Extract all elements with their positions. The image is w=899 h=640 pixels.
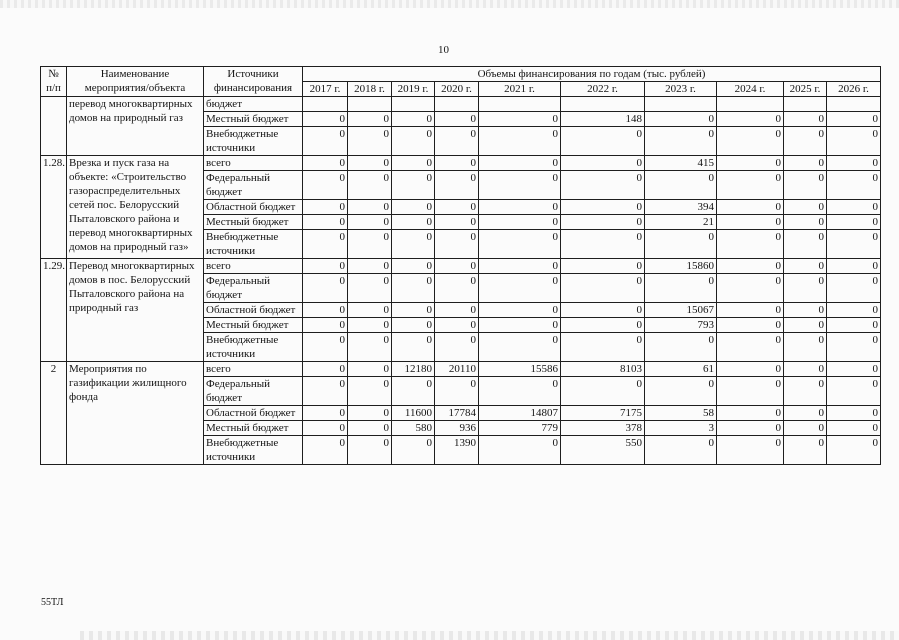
header-year: 2022 г. bbox=[561, 82, 645, 97]
header-year: 2017 г. bbox=[303, 82, 348, 97]
funding-value: 936 bbox=[435, 421, 479, 436]
funding-value: 0 bbox=[784, 333, 827, 362]
funding-value: 0 bbox=[784, 274, 827, 303]
funding-value: 0 bbox=[479, 171, 561, 200]
funding-value bbox=[392, 97, 435, 112]
funding-value: 58 bbox=[645, 406, 717, 421]
header-year: 2018 г. bbox=[348, 82, 392, 97]
funding-source: Местный бюджет bbox=[204, 421, 303, 436]
funding-value: 3 bbox=[645, 421, 717, 436]
funding-value: 0 bbox=[717, 112, 784, 127]
funding-source: Местный бюджет bbox=[204, 112, 303, 127]
funding-value: 0 bbox=[784, 318, 827, 333]
funding-value: 0 bbox=[348, 259, 392, 274]
funding-value: 0 bbox=[479, 318, 561, 333]
funding-value: 0 bbox=[392, 259, 435, 274]
funding-value: 0 bbox=[645, 274, 717, 303]
funding-value: 779 bbox=[479, 421, 561, 436]
funding-value: 0 bbox=[479, 127, 561, 156]
funding-value: 0 bbox=[348, 333, 392, 362]
funding-value bbox=[479, 97, 561, 112]
funding-value: 0 bbox=[561, 274, 645, 303]
funding-source: Внебюджетные источники bbox=[204, 436, 303, 465]
funding-value bbox=[348, 97, 392, 112]
funding-value: 0 bbox=[348, 156, 392, 171]
funding-value: 0 bbox=[827, 127, 881, 156]
funding-value: 20110 bbox=[435, 362, 479, 377]
scan-edge-top bbox=[0, 0, 899, 8]
funding-value: 0 bbox=[717, 274, 784, 303]
funding-value: 0 bbox=[479, 230, 561, 259]
funding-value: 0 bbox=[303, 127, 348, 156]
funding-value: 550 bbox=[561, 436, 645, 465]
funding-value: 0 bbox=[784, 215, 827, 230]
funding-value: 0 bbox=[717, 259, 784, 274]
funding-value: 21 bbox=[645, 215, 717, 230]
funding-value: 0 bbox=[827, 406, 881, 421]
funding-value: 0 bbox=[303, 200, 348, 215]
funding-value: 0 bbox=[392, 215, 435, 230]
funding-table bbox=[40, 66, 881, 465]
funding-source: Местный бюджет bbox=[204, 215, 303, 230]
funding-value: 1390 bbox=[435, 436, 479, 465]
item-number: 1.28. bbox=[41, 156, 67, 259]
funding-value: 0 bbox=[479, 112, 561, 127]
funding-value: 378 bbox=[561, 421, 645, 436]
funding-value: 0 bbox=[784, 171, 827, 200]
funding-value: 0 bbox=[561, 171, 645, 200]
funding-value: 12180 bbox=[392, 362, 435, 377]
funding-value: 0 bbox=[717, 200, 784, 215]
funding-value: 0 bbox=[479, 259, 561, 274]
funding-value: 0 bbox=[717, 156, 784, 171]
funding-value: 0 bbox=[561, 318, 645, 333]
funding-value: 0 bbox=[479, 303, 561, 318]
funding-value: 0 bbox=[435, 333, 479, 362]
scan-edge-bottom bbox=[80, 631, 899, 640]
funding-value: 0 bbox=[717, 215, 784, 230]
funding-value: 0 bbox=[348, 230, 392, 259]
funding-value: 0 bbox=[303, 230, 348, 259]
table-row bbox=[41, 156, 881, 171]
funding-value: 0 bbox=[435, 171, 479, 200]
item-number bbox=[41, 97, 67, 156]
funding-value: 0 bbox=[784, 127, 827, 156]
funding-value: 0 bbox=[561, 127, 645, 156]
funding-value: 0 bbox=[784, 377, 827, 406]
funding-value bbox=[561, 97, 645, 112]
funding-value: 0 bbox=[717, 171, 784, 200]
header-name: Наименование мероприятия/объекта bbox=[67, 67, 204, 97]
funding-value bbox=[303, 97, 348, 112]
funding-value: 0 bbox=[561, 333, 645, 362]
funding-source: Внебюджетные источники bbox=[204, 127, 303, 156]
item-number: 2 bbox=[41, 362, 67, 465]
funding-source: Областной бюджет bbox=[204, 200, 303, 215]
funding-value: 0 bbox=[717, 230, 784, 259]
header-year: 2023 г. bbox=[645, 82, 717, 97]
funding-value: 0 bbox=[717, 303, 784, 318]
funding-value: 0 bbox=[645, 377, 717, 406]
funding-value: 0 bbox=[392, 127, 435, 156]
funding-value: 0 bbox=[392, 377, 435, 406]
funding-value: 0 bbox=[348, 215, 392, 230]
item-name: Мероприятия по газификации жилищного фонда bbox=[67, 362, 204, 465]
header-row-1 bbox=[41, 67, 881, 82]
funding-source: Внебюджетные источники bbox=[204, 230, 303, 259]
funding-value: 0 bbox=[348, 303, 392, 318]
funding-value: 0 bbox=[717, 333, 784, 362]
table-body bbox=[41, 97, 881, 465]
funding-value: 0 bbox=[435, 377, 479, 406]
funding-value: 15586 bbox=[479, 362, 561, 377]
funding-value: 0 bbox=[348, 274, 392, 303]
funding-value: 0 bbox=[303, 215, 348, 230]
funding-value: 0 bbox=[392, 436, 435, 465]
funding-value: 0 bbox=[561, 377, 645, 406]
funding-value: 0 bbox=[561, 156, 645, 171]
funding-value: 0 bbox=[435, 303, 479, 318]
header-funding: Объемы финансирования по годам (тыс. рублей) bbox=[303, 67, 881, 82]
header-year: 2026 г. bbox=[827, 82, 881, 97]
funding-value: 0 bbox=[645, 171, 717, 200]
funding-value: 11600 bbox=[392, 406, 435, 421]
funding-value: 0 bbox=[717, 377, 784, 406]
funding-value: 0 bbox=[479, 215, 561, 230]
funding-value: 0 bbox=[645, 333, 717, 362]
funding-value: 0 bbox=[303, 156, 348, 171]
funding-value: 0 bbox=[303, 318, 348, 333]
funding-value: 0 bbox=[827, 421, 881, 436]
funding-value: 0 bbox=[784, 200, 827, 215]
funding-value: 0 bbox=[303, 362, 348, 377]
header-year: 2020 г. bbox=[435, 82, 479, 97]
item-name: Врезка и пуск газа на объекте: «Строительство газораспределительных сетей пос. Белорусский Пыталовского района и перевод многоквартирных домов на природный газ» bbox=[67, 156, 204, 259]
funding-value: 0 bbox=[392, 274, 435, 303]
funding-source: Федеральный бюджет bbox=[204, 171, 303, 200]
funding-value: 0 bbox=[479, 156, 561, 171]
funding-value bbox=[784, 97, 827, 112]
funding-value: 0 bbox=[348, 200, 392, 215]
funding-value: 0 bbox=[348, 112, 392, 127]
funding-value: 0 bbox=[435, 112, 479, 127]
funding-value: 793 bbox=[645, 318, 717, 333]
table-row bbox=[41, 362, 881, 377]
funding-source: всего bbox=[204, 259, 303, 274]
funding-value: 0 bbox=[303, 259, 348, 274]
funding-value: 0 bbox=[561, 303, 645, 318]
funding-value: 0 bbox=[784, 230, 827, 259]
funding-value: 0 bbox=[827, 156, 881, 171]
funding-value: 0 bbox=[717, 406, 784, 421]
funding-value: 0 bbox=[827, 215, 881, 230]
item-name: Перевод многоквартирных домов в пос. Белорусский Пыталовского района на природный газ bbox=[67, 259, 204, 362]
funding-value: 0 bbox=[827, 318, 881, 333]
table-row bbox=[41, 97, 881, 112]
funding-value: 0 bbox=[827, 112, 881, 127]
footer-code: 55ТЛ bbox=[41, 597, 64, 608]
funding-source: Федеральный бюджет bbox=[204, 377, 303, 406]
funding-value: 0 bbox=[392, 333, 435, 362]
funding-value: 0 bbox=[435, 274, 479, 303]
header-number: № п/п bbox=[41, 67, 67, 97]
funding-value: 0 bbox=[827, 274, 881, 303]
funding-value: 0 bbox=[717, 318, 784, 333]
funding-value: 0 bbox=[717, 127, 784, 156]
funding-value: 0 bbox=[827, 362, 881, 377]
funding-value: 0 bbox=[392, 112, 435, 127]
funding-value: 0 bbox=[303, 171, 348, 200]
funding-value bbox=[827, 97, 881, 112]
funding-value: 0 bbox=[717, 436, 784, 465]
funding-value: 0 bbox=[435, 318, 479, 333]
funding-value: 0 bbox=[645, 230, 717, 259]
header-year: 2021 г. bbox=[479, 82, 561, 97]
funding-value: 0 bbox=[784, 156, 827, 171]
funding-value: 0 bbox=[645, 112, 717, 127]
funding-value: 0 bbox=[303, 377, 348, 406]
funding-value: 0 bbox=[303, 406, 348, 421]
funding-value: 0 bbox=[827, 377, 881, 406]
funding-value: 8103 bbox=[561, 362, 645, 377]
funding-value: 0 bbox=[784, 421, 827, 436]
funding-source: Местный бюджет bbox=[204, 318, 303, 333]
funding-value bbox=[645, 97, 717, 112]
funding-value: 0 bbox=[303, 421, 348, 436]
funding-value: 0 bbox=[348, 362, 392, 377]
funding-value: 0 bbox=[392, 303, 435, 318]
funding-value: 7175 bbox=[561, 406, 645, 421]
funding-value: 0 bbox=[479, 377, 561, 406]
funding-value: 15067 bbox=[645, 303, 717, 318]
funding-source: бюджет bbox=[204, 97, 303, 112]
funding-value: 0 bbox=[784, 362, 827, 377]
funding-value: 0 bbox=[303, 333, 348, 362]
funding-value: 0 bbox=[303, 274, 348, 303]
header-year: 2025 г. bbox=[784, 82, 827, 97]
funding-value: 0 bbox=[348, 318, 392, 333]
funding-value: 0 bbox=[348, 377, 392, 406]
funding-value: 0 bbox=[827, 200, 881, 215]
funding-value: 0 bbox=[561, 230, 645, 259]
funding-value: 0 bbox=[479, 333, 561, 362]
funding-value: 0 bbox=[392, 171, 435, 200]
funding-value: 0 bbox=[827, 259, 881, 274]
funding-value: 0 bbox=[717, 362, 784, 377]
funding-value: 0 bbox=[435, 230, 479, 259]
funding-source: Федеральный бюджет bbox=[204, 274, 303, 303]
funding-value: 0 bbox=[479, 274, 561, 303]
funding-value: 0 bbox=[784, 303, 827, 318]
page-number: 10 bbox=[438, 44, 449, 56]
funding-value: 0 bbox=[303, 303, 348, 318]
funding-value: 0 bbox=[479, 200, 561, 215]
funding-value: 0 bbox=[392, 318, 435, 333]
funding-source: Внебюджетные источники bbox=[204, 333, 303, 362]
funding-source: Областной бюджет bbox=[204, 406, 303, 421]
funding-value: 0 bbox=[561, 259, 645, 274]
funding-value: 0 bbox=[435, 200, 479, 215]
funding-value: 17784 bbox=[435, 406, 479, 421]
header-year: 2019 г. bbox=[392, 82, 435, 97]
funding-value: 0 bbox=[784, 436, 827, 465]
funding-source: всего bbox=[204, 156, 303, 171]
item-name: перевод многоквартирных домов на природный газ bbox=[67, 97, 204, 156]
funding-value: 0 bbox=[784, 259, 827, 274]
funding-value: 0 bbox=[827, 333, 881, 362]
funding-value: 15860 bbox=[645, 259, 717, 274]
funding-value: 14807 bbox=[479, 406, 561, 421]
funding-value: 0 bbox=[348, 127, 392, 156]
funding-value: 61 bbox=[645, 362, 717, 377]
funding-value: 0 bbox=[645, 436, 717, 465]
funding-value: 0 bbox=[827, 436, 881, 465]
funding-value: 0 bbox=[435, 127, 479, 156]
funding-value: 0 bbox=[435, 156, 479, 171]
funding-value: 0 bbox=[435, 259, 479, 274]
funding-source: Областной бюджет bbox=[204, 303, 303, 318]
table-row bbox=[41, 259, 881, 274]
funding-value: 0 bbox=[348, 406, 392, 421]
funding-value: 0 bbox=[784, 112, 827, 127]
funding-value: 0 bbox=[827, 171, 881, 200]
funding-source: всего bbox=[204, 362, 303, 377]
item-number: 1.29. bbox=[41, 259, 67, 362]
funding-value: 0 bbox=[348, 171, 392, 200]
funding-value: 0 bbox=[827, 303, 881, 318]
funding-value: 0 bbox=[392, 200, 435, 215]
funding-value: 0 bbox=[717, 421, 784, 436]
header-year: 2024 г. bbox=[717, 82, 784, 97]
funding-value: 394 bbox=[645, 200, 717, 215]
header-sources: Источники финансирования bbox=[204, 67, 303, 97]
funding-value bbox=[717, 97, 784, 112]
funding-value: 580 bbox=[392, 421, 435, 436]
funding-value: 415 bbox=[645, 156, 717, 171]
funding-value: 0 bbox=[348, 436, 392, 465]
funding-value: 0 bbox=[435, 215, 479, 230]
funding-value: 0 bbox=[645, 127, 717, 156]
funding-value: 0 bbox=[561, 200, 645, 215]
funding-value: 0 bbox=[561, 215, 645, 230]
funding-value: 148 bbox=[561, 112, 645, 127]
funding-value bbox=[435, 97, 479, 112]
funding-value: 0 bbox=[479, 436, 561, 465]
funding-value: 0 bbox=[392, 230, 435, 259]
funding-value: 0 bbox=[784, 406, 827, 421]
funding-value: 0 bbox=[827, 230, 881, 259]
funding-value: 0 bbox=[348, 421, 392, 436]
funding-value: 0 bbox=[303, 436, 348, 465]
funding-value: 0 bbox=[392, 156, 435, 171]
funding-value: 0 bbox=[303, 112, 348, 127]
